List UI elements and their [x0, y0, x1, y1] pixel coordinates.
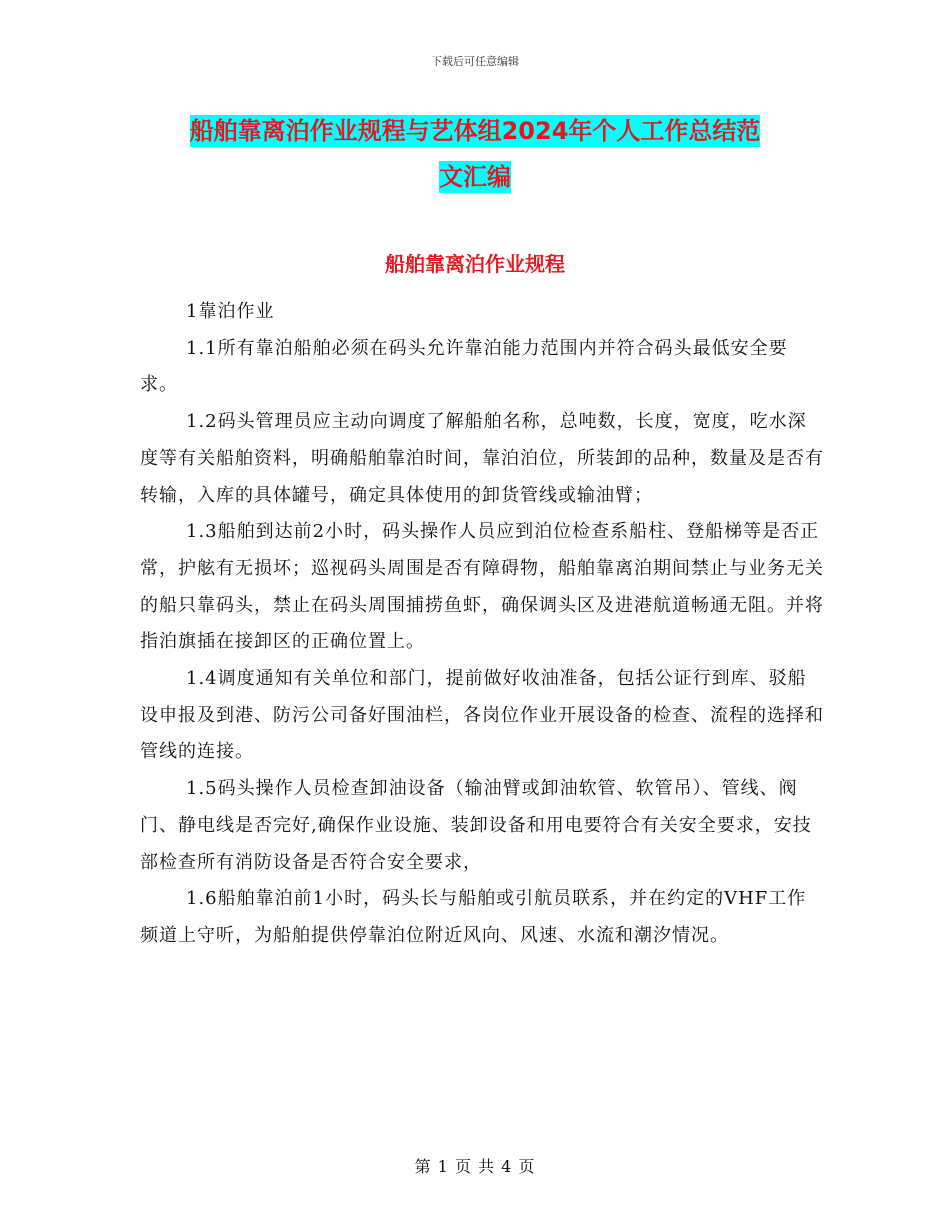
document-body [140, 294, 825, 955]
paragraph-2: 1.1所有靠泊船舶必须在码头允许靠泊能力范围内并符合码头最低安全要求。 [140, 337, 788, 396]
document-title-line-1: 船舶靠离泊作业规程与艺体组2024年个人工作总结范 [189, 117, 761, 145]
page-header-note: 下载后可任意编辑 [431, 55, 519, 68]
paragraph-5: 1.4调度通知有关单位和部门，提前做好收油准备，包括公证行到库、驳船设申报及到港、防污公司备好围油栏，各岗位作业开展设备的检查、流程的选择和管线的连接。 [140, 668, 824, 763]
paragraph-3: 1.2码头管理员应主动向调度了解船舶名称，总吨数，长度，宽度，吃水深度等有关船舶资料，明确船舶靠泊时间，靠泊泊位，所装卸的品种，数量及是否有转输，入库的具体罐号，确定具体使用的卸货管线或输油臂； [140, 411, 824, 506]
paragraph-4: 1.3船舶到达前2小时，码头操作人员应到泊位检查系船柱、登船梯等是否正常，护舷有无损坏；巡视码头周围是否有障碍物，船舶靠离泊期间禁止与业务无关的船只靠码头，禁止在码头周围捕捞鱼虾，确保调头区及进港航道畅通无阻。并将指泊旗插在接卸区的正确位置上。 [140, 521, 824, 653]
document-title [140, 108, 810, 200]
paragraph-7: 1.6船舶靠泊前1小时，码头长与船舶或引航员联系，并在约定的VHF工作频道上守听，为船舶提供停靠泊位附近风向、风速、水流和潮汐情况。 [140, 888, 807, 946]
document-title-line-2: 文汇编 [439, 163, 511, 191]
section-title: 船舶靠离泊作业规程 [385, 252, 565, 276]
paragraph-1: 1靠泊作业 [186, 301, 275, 322]
page-number-footer: 第 1 页 共 4 页 [414, 1157, 536, 1176]
paragraph-6: 1.5码头操作人员检查卸油设备（输油臂或卸油软管、软管吊）、管线、阀门、静电线是否完好,确保作业设施、装卸设备和用电要符合有关安全要求，安技部检查所有消防设备是否符合安全要求， [140, 778, 812, 873]
